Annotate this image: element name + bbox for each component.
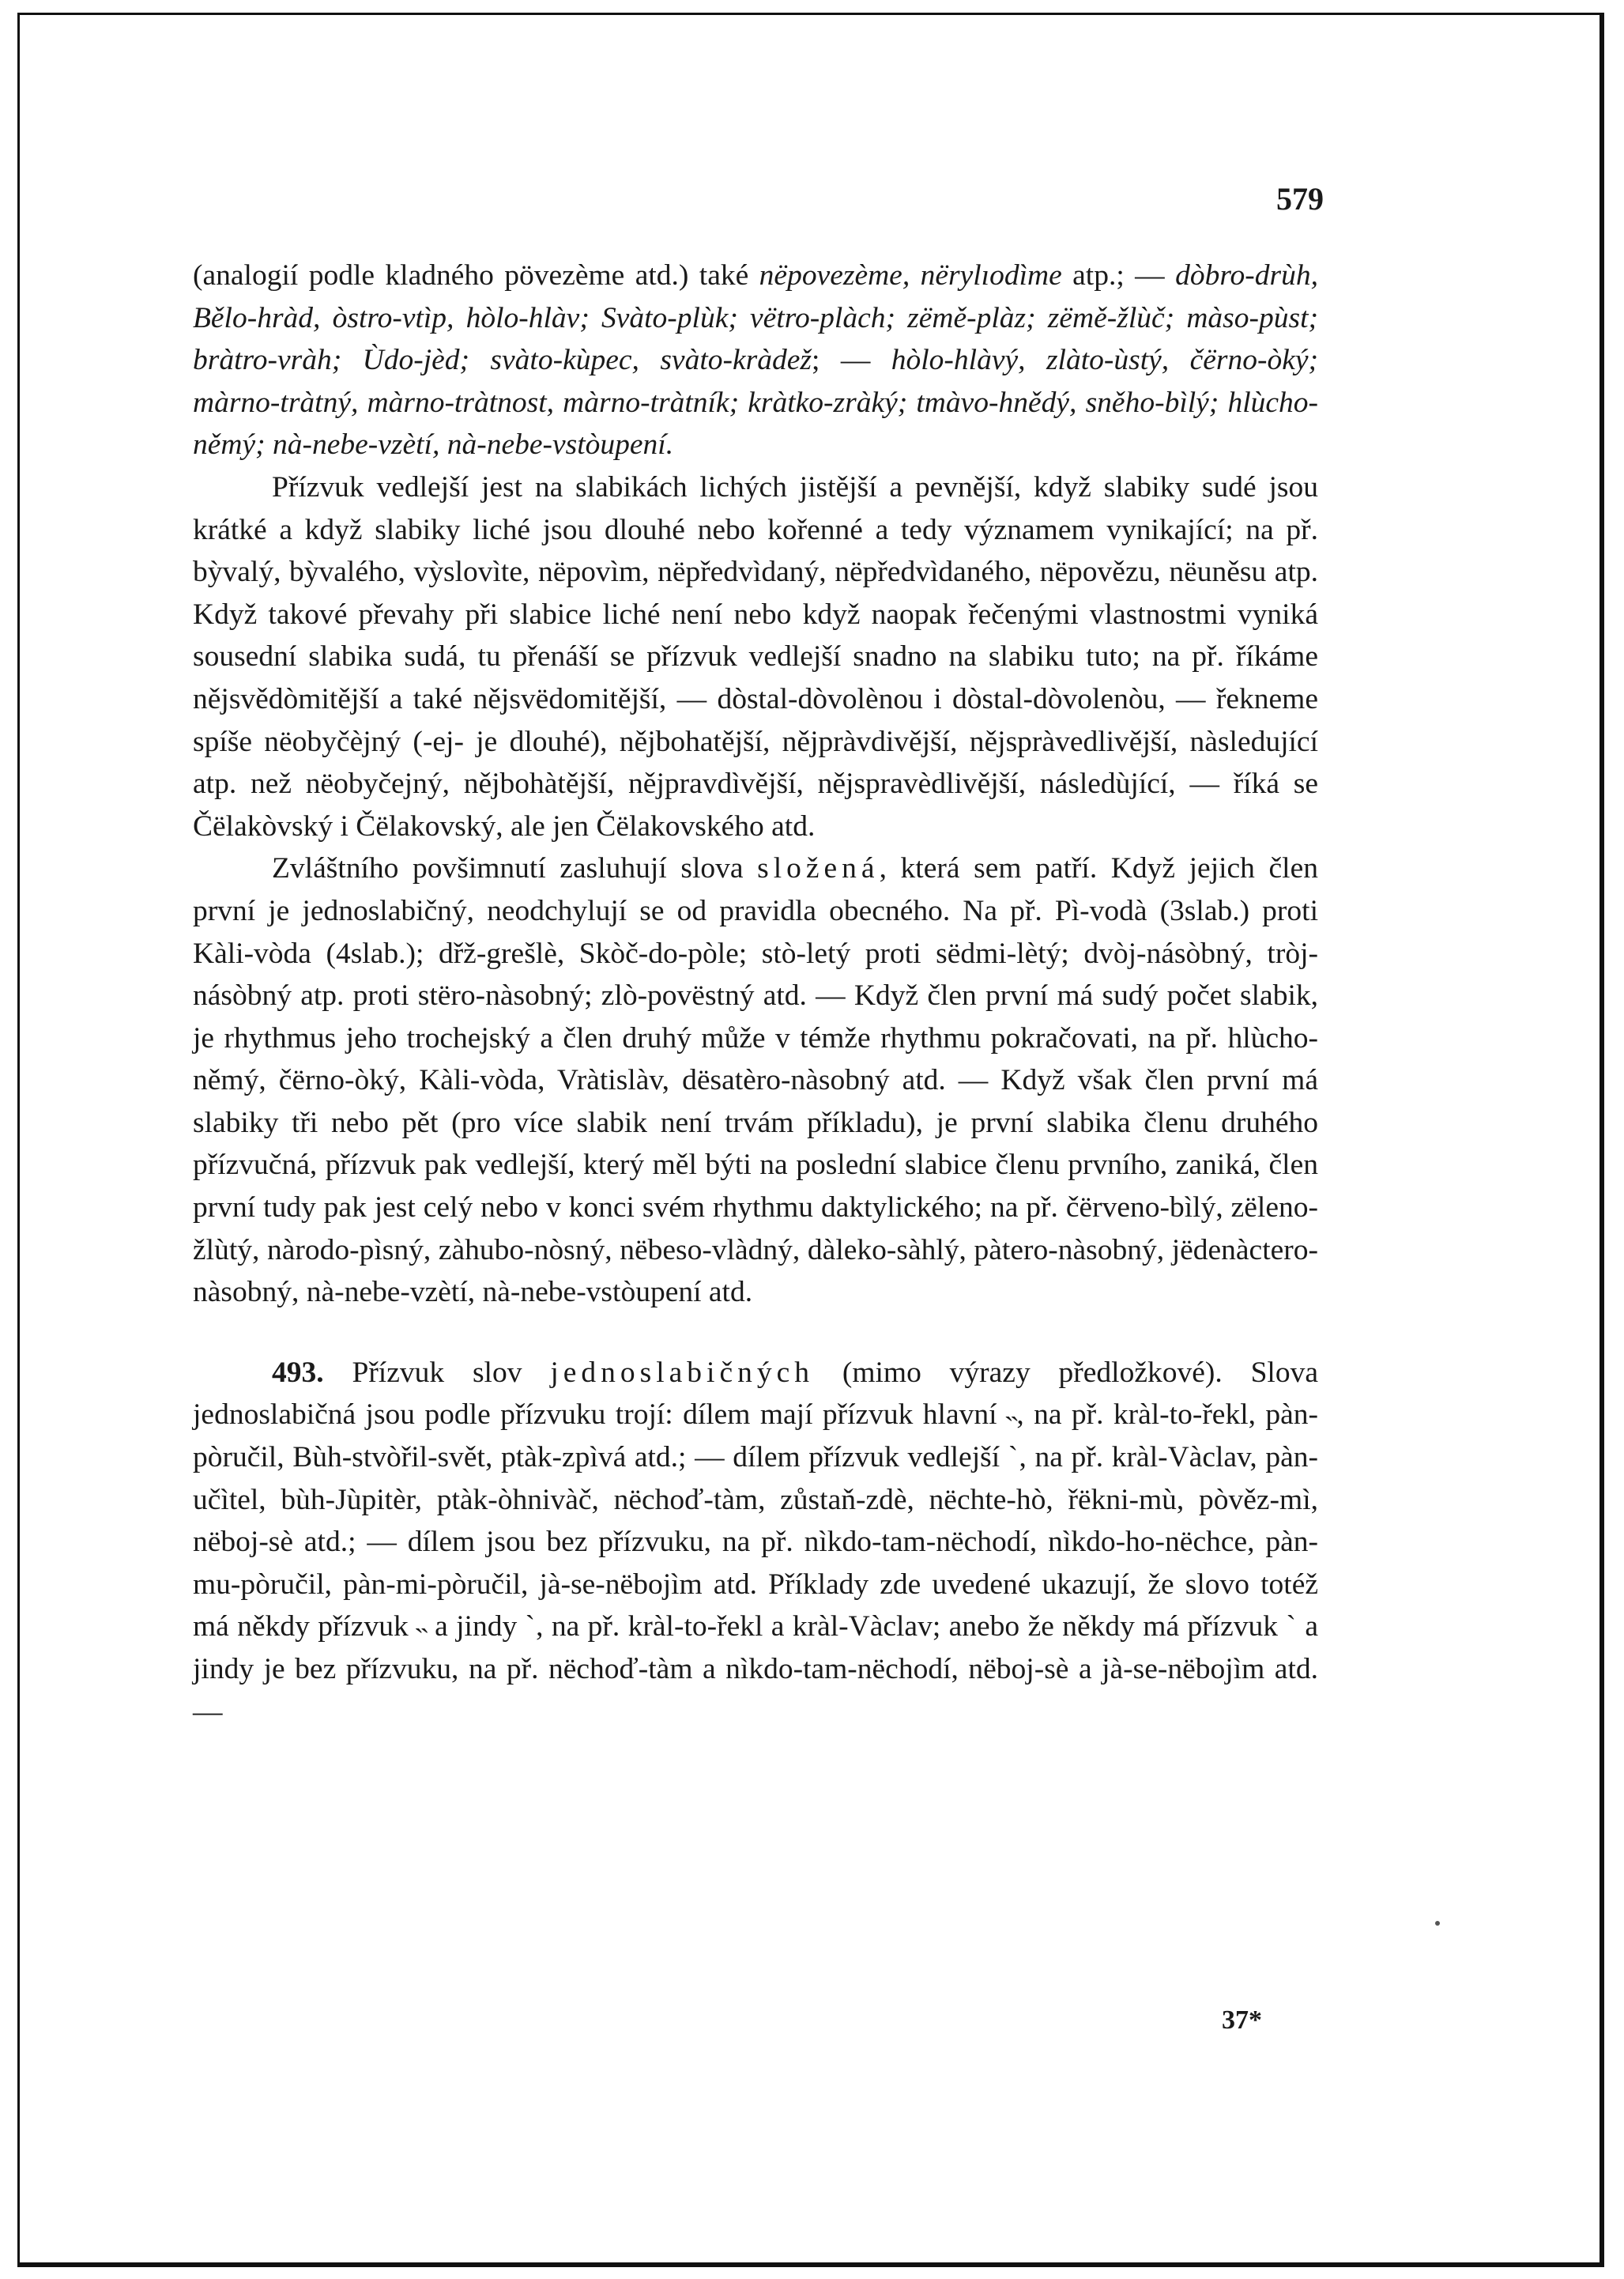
spaced-emphasis-text: jednoslabičných (550, 1356, 814, 1389)
italic-example-text: dòbro-drùh, Bělo-hràd, òstro-vtìp, hòlo-hlàv; Svàto-plùk; vëtro-plàch; zëmě-plàz; zëmě-žlùč; màso-pùst; bràtro-vràh; Ùdo-jèd; svàto-kùpec, svàto-kràdež (193, 259, 1319, 377)
italic-example-text: nëpovezème, nërylıodìme (759, 259, 1062, 292)
section-493 (193, 1352, 1318, 1733)
section-number: 493. (272, 1356, 324, 1389)
paper-speck (1435, 1921, 1440, 1926)
body-text: ; — (811, 344, 891, 377)
paragraph-2 (193, 466, 1318, 847)
text-body (193, 255, 1318, 1733)
body-text: Přízvuk slov (323, 1356, 551, 1389)
body-text: atp.; — (1061, 259, 1176, 292)
body-text: Přízvuk vedlejší jest na slabikách lichých jistější a pevnější, když slabiky sudé jsou krátké a když slabiky liché jsou dlouhé nebo kořenné a tedy významem vynikající; na př. bỳvalý, bỳvalého, vỳslovìte, nëpovìm, nëpředvìdaný, nëpředvìdaného, nëpovězu, nëuněsu atp. Když takové převahy při slabice liché není nebo když naopak řečenými vlastnostmi vyniká sousední slabika sudá, tu přenáší se přízvuk vedlejší snadno na slabiku tuto; na př. říkáme nějsvědòmitější a také nějsvëdomitější, — dòstal-dòvolènou i dòstal-dòvolenòu, — řekneme spíše nëobyčèjný (-ej- je dlouhé), nějbohatější, nějpràvdivější, nějspràvedlivější, nàsledující atp. než nëobyčejný, nějbohàtější, nějpravdìvější, nějspravèdlivější, následùjící, — říká se Čëlakòvský i Čëlakovský, ale jen Čëlakovského atd. (193, 470, 1318, 843)
paragraph-3 (193, 847, 1318, 1314)
paragraph-1 (193, 255, 1318, 466)
italic-example-text: hòlo-hlàvý, zlàto-ùstý, čërno-òký; màrno-tràtný, màrno-tràtnost, màrno-tràtník; kràtko-zràký; tmàvo-hnědý, sněho-bìlý; hlùcho-němý; nà-nebe-vzètí, nà-nebe-vstòupení. (193, 344, 1318, 462)
spaced-emphasis-text: složená (757, 852, 880, 885)
body-text: , která sem patří. Když jejich člen první je jednoslabičný, neodchylují se od pravidla obecného. Na př. Pì-vodà (3slab.) proti Kàli-vòda (4slab.); dřž-grešlè, Skòč-do-pòle; stò-letý proti sëdmi-lètý; dvòj-násòbný, tròj-násòbný atp. proti stëro-nàsobný; zlò-povëstný atd. — Když člen první má sudý počet slabik, je rhythmus jeho trochejský a člen druhý může v témže rhythmu pokračovati, na př. hlùcho-němý, čërno-òký, Kàli-vòda, Vràtislàv, dësatèro-nàsobný atd. — Když však člen první má slabiky tři nebo pět (pro více slabik není trvám příkladu), je první slabika členu druhého přízvučná, přízvuk pak vedlejší, který měl býti na poslední slabice členu prvního, zaniká, člen první tudy pak jest celý nebo v konci svém rhythmu daktylického; na př. čërveno-bìlý, zëleno-žlùtý, nàrodo-pìsný, zàhubo-nòsný, nëbeso-vlàdný, dàleko-sàhlý, pàtero-nàsobný, jëdenàctero-nàsobný, nà-nebe-vzètí, nà-nebe-vstòupení atd. (193, 852, 1318, 1309)
body-text: (mimo výrazy předložkové). Slova jednoslabičná jsou podle přízvuku trojí: dílem mají přízvuk hlavní ˵, na př. kràl-to-řekl, pàn-pòručil, Bùh-stvòřil-svět, ptàk-zpìvá atd.; — dílem přízvuk vedlejší ˋ, na př. kràl-Vàclav, pàn-učìtel, bùh-Jùpitèr, ptàk-òhnivàč, nëchoď-tàm, zůstaň-zdè, nëchte-hò, řëkni-mù, pòvěz-mì, nëboj-sè atd.; — dílem jsou bez přízvuku, na př. nìkdo-tam-nëchodí, nìkdo-ho-nëchce, pàn-mu-pòručil, pàn-mi-pòručil, jà-se-nëbojìm atd. Příklady zde uvedené ukazují, že slovo totéž má někdy přízvuk ˵ a jindy ˋ, na př. kràl-to-řekl a kràl-Vàclav; anebo že někdy má přízvuk ˋ a jindy je bez přízvuku, na př. nëchoď-tàm a nìkdo-tam-nëchodí, nëboj-sè a jà-se-nëbojìm atd. — (193, 1356, 1318, 1728)
body-text: (analogií podle kladného pövezème atd.) také (193, 259, 759, 292)
body-text: Zvláštního povšimnutí zasluhují slova (272, 852, 758, 885)
page-number: 579 (1276, 181, 1324, 217)
printer-signature: 37* (1222, 2005, 1262, 2035)
